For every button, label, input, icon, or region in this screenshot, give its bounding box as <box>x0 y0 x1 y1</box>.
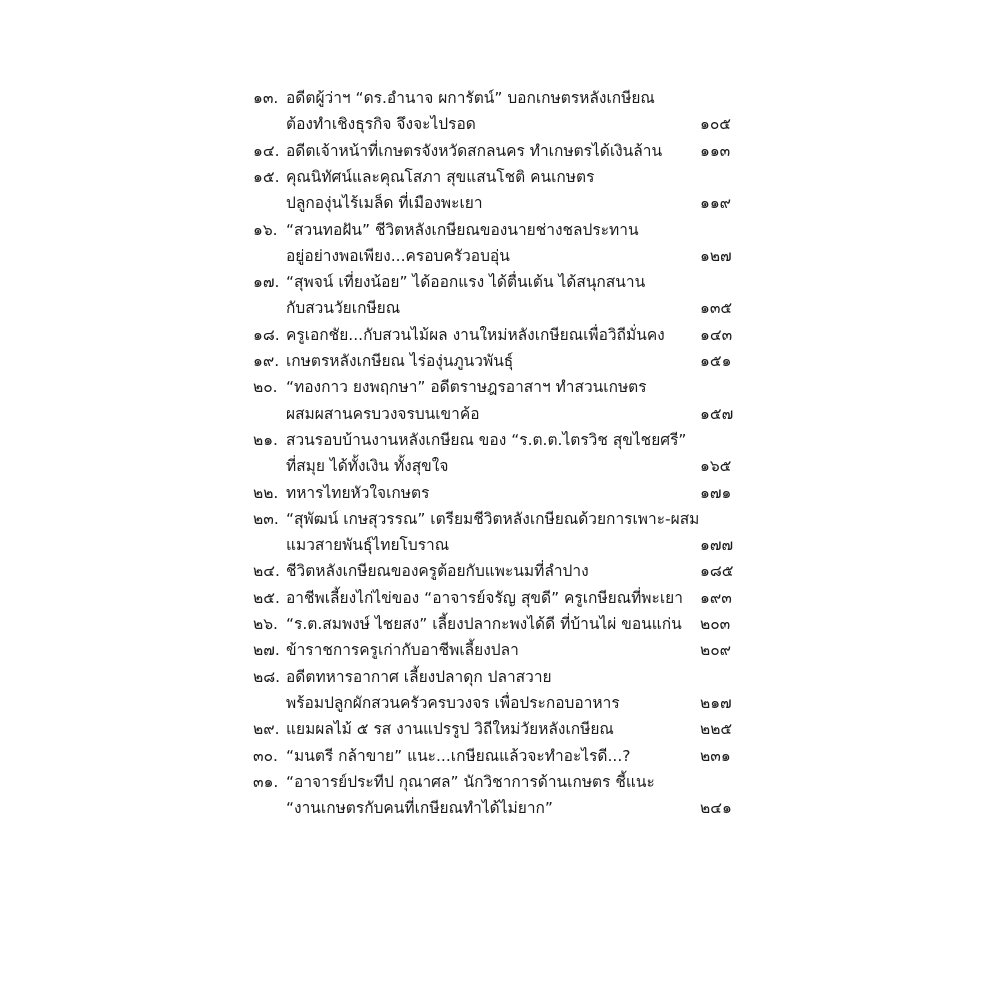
entry-title-line: ชีวิตหลังเกษียณของครูต้อยกับแพะนมที่ลำปาง <box>286 562 589 581</box>
entry-number: ๒๙. <box>253 720 280 739</box>
entry-page-number: ๑๖๕ <box>700 457 732 476</box>
entry-title-line: ข้าราชการครูเก่ากับอาชีพเลี้ยงปลา <box>286 641 519 660</box>
entry-page-number: ๒๐๙ <box>700 641 732 660</box>
entry-page-number: ๑๙๓ <box>700 588 732 607</box>
entry-number: ๒๕. <box>253 588 280 607</box>
entry-title-line: “ทองกาว ยงพฤกษา” อดีตราษฎรอาสาฯ ทำสวนเกษตร <box>286 378 647 397</box>
entry-title-line: ทหารไทยหัวใจเกษตร <box>286 483 430 502</box>
entry-title-line: แยมผลไม้ ๕ รส งานแปรรูป วิถีใหม่วัยหลังเกษียณ <box>286 720 614 739</box>
entry-page-number: ๑๗๗ <box>700 536 734 555</box>
entry-title-line: “อาจารย์ประทีป กุณาศล” นักวิชาการด้านเกษตร ชี้แนะ <box>286 772 655 791</box>
entry-page-number: ๑๗๑ <box>700 483 732 502</box>
entry-number: ๒๐. <box>253 378 278 397</box>
entry-page-number: ๑๕๗ <box>700 404 734 423</box>
entry-page-number: ๑๒๗ <box>700 246 732 265</box>
entry-page-number: ๑๑๙ <box>700 194 732 213</box>
entry-title-line: คุณนิทัศน์และคุณโสภา สุขแสนโชติ คนเกษตร <box>286 167 595 186</box>
entry-title-line: “สวนทอฝัน” ชีวิตหลังเกษียณของนายช่างชลประทาน <box>286 220 639 239</box>
entry-title-line: “สุพจน์ เที่ยงน้อย” ได้ออกแรง ได้ตื่นเต้น ได้สนุกสนาน <box>286 273 646 292</box>
entry-number: ๒๘. <box>253 667 281 686</box>
entry-title-line: ที่สมุย ได้ทั้งเงิน ทั้งสุขใจ <box>286 457 449 476</box>
entry-number: ๓๐. <box>253 746 278 765</box>
entry-title-line: “งานเกษตรกับคนที่เกษียณทำได้ไม่ยาก” <box>286 799 553 818</box>
entry-title-line: “ร.ต.สมพงษ์ ไชยสง” เลี้ยงปลากะพงได้ดี ที่บ้านไผ่ ขอนแก่น <box>286 615 682 633</box>
entry-page-number: ๒๑๗ <box>700 693 732 712</box>
entry-page-number: ๑๘๕ <box>700 562 734 581</box>
entry-title-line: แมวสายพันธุ์ไทยโบราณ <box>286 536 450 555</box>
entry-title-line: ปลูกองุ่นไร้เมล็ด ที่เมืองพะเยา <box>286 194 483 213</box>
entry-number: ๑๔. <box>253 141 280 160</box>
entry-number: ๒๔. <box>253 562 280 581</box>
entry-title-line: อดีตผู้ว่าฯ “ดร.อำนาจ ผการัตน์” บอกเกษตรหลังเกษียณ <box>286 89 655 107</box>
entry-page-number: ๑๕๑ <box>700 352 732 370</box>
entry-number: ๒๖. <box>253 615 278 633</box>
entry-title-line: “มนตรี กล้าขาย” แนะ...เกษียณแล้วจะทำอะไรดี...? <box>286 746 631 765</box>
entry-number: ๒๗. <box>253 641 280 660</box>
entry-page-number: ๑๔๓ <box>700 325 733 344</box>
entry-number: ๑๙. <box>253 352 280 370</box>
entry-title-line: ผสมผสานครบวงจรบนเขาค้อ <box>286 404 480 423</box>
entry-title-line: อดีตเจ้าหน้าที่เกษตรจังหวัดสกลนคร ทำเกษตรได้เงินล้าน <box>286 141 663 160</box>
entry-title-line: “สุพัฒน์ เกษสุวรรณ” เตรียมชีวิตหลังเกษียณด้วยการเพาะ-ผสม <box>286 509 700 528</box>
entry-page-number: ๑๐๕ <box>700 115 732 134</box>
entry-number: ๒๒. <box>253 483 279 502</box>
entry-page-number: ๒๔๑ <box>700 799 732 818</box>
entry-title-line: ต้องทำเชิงธุรกิจ จึงจะไปรอด <box>286 115 476 134</box>
entry-number: ๒๓. <box>253 509 279 528</box>
entry-title-line: เกษตรหลังเกษียณ ไร่องุ่นภูนวพันธุ์ <box>286 352 514 370</box>
entry-title-line: ครูเอกชัย...กับสวนไม้ผล งานใหม่หลังเกษียณเพื่อวิถีมั่นคง <box>286 325 665 344</box>
entry-number: ๑๘. <box>253 325 280 344</box>
entry-number: ๓๑. <box>253 772 279 791</box>
entry-title-line: พร้อมปลูกผักสวนครัวครบวงจร เพื่อประกอบอาหาร <box>286 693 620 712</box>
entry-page-number: ๒๓๑ <box>700 746 731 765</box>
entry-number: ๑๕. <box>253 167 280 186</box>
entry-page-number: ๑๑๓ <box>700 141 731 160</box>
entry-number: ๑๗. <box>253 273 280 292</box>
entry-title-line: อยู่อย่างพอเพียง...ครอบครัวอบอุ่น <box>286 246 510 265</box>
entry-title-line: กับสวนวัยเกษียณ <box>286 299 401 318</box>
entry-number: ๑๖. <box>253 220 278 239</box>
entry-number: ๒๑. <box>253 430 278 449</box>
entry-number: ๑๓. <box>253 89 279 107</box>
entry-title-line: อาชีพเลี้ยงไก่ไข่ของ “อาจารย์จรัญ สุขดี” ครูเกษียณที่พะเยา <box>286 588 683 607</box>
entry-page-number: ๒๐๓ <box>700 615 731 633</box>
entry-title-line: อดีตทหารอากาศ เลี้ยงปลาดุก ปลาสวาย <box>286 667 552 686</box>
entry-page-number: ๒๒๕ <box>700 720 733 739</box>
entry-title-line: สวนรอบบ้านงานหลังเกษียณ ของ “ร.ต.ต.ไตรวิช สุขไชยศรี” <box>286 430 687 449</box>
entry-page-number: ๑๓๕ <box>700 299 733 318</box>
